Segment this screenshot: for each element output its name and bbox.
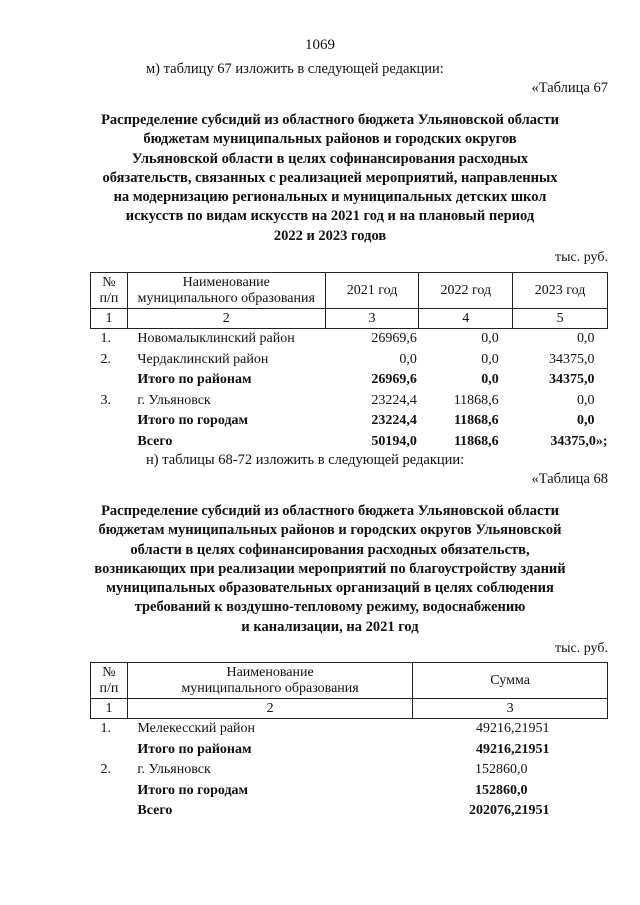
- title-line: 2022 и 2023 годов: [273, 227, 387, 244]
- table-row: 3. г. Ульяновск 23224,4 11868,6 0,0: [100, 392, 595, 408]
- amendment-m-text: м) таблицу 67 изложить в следующей редакции:: [146, 61, 444, 77]
- amendment-n-text: н) таблицы 68-72 изложить в следующей редакции:: [146, 452, 465, 468]
- table-68-title: [80, 502, 580, 637]
- header-2021: 2021 год: [325, 273, 419, 309]
- table-67-title: [80, 111, 580, 246]
- table-67: [90, 272, 608, 452]
- title-line: бюджетам муниципальных районов и городских округов: [143, 131, 517, 148]
- title-line: обязательств, связанных с реализацией мероприятий, направленных: [102, 169, 558, 186]
- index-row: 1 2 3: [91, 699, 608, 719]
- page-number: 1069: [305, 37, 335, 53]
- title-line: бюджетам муниципальных районов и городских округов Ульяновской: [98, 522, 562, 539]
- table-row: 2. г. Ульяновск 152860,0: [100, 762, 528, 778]
- subtotal-row: Итого по городам 152860,0: [137, 782, 528, 798]
- header-sum: Сумма: [413, 663, 608, 699]
- header-2023: 2023 год: [513, 273, 608, 309]
- header-municipality: Наименование муниципального образования: [127, 273, 325, 309]
- table-68: [90, 662, 608, 822]
- header-number: № п/п: [91, 273, 128, 309]
- header-municipality: Наименование муниципального образования: [127, 663, 412, 699]
- header-number: № п/п: [91, 663, 128, 699]
- table-row: 1. Мелекесский район 49216,21951: [100, 721, 550, 737]
- title-line: на модернизацию региональных и муниципальных детских школ: [113, 189, 547, 206]
- index-row: 1 2 3 4 5: [91, 309, 608, 329]
- title-line: требований к воздушно-тепловому режиму, водоснабжению: [134, 599, 526, 616]
- title-line: и канализации, на 2021 год: [241, 618, 419, 635]
- subtotal-row: Итого по районам 26969,6 0,0 34375,0: [137, 372, 595, 388]
- title-line: области в целях софинансирования расходных обязательств,: [130, 541, 530, 558]
- table-68-unit: тыс. руб.: [555, 641, 608, 656]
- subtotal-row: Итого по городам 23224,4 11868,6 0,0: [137, 413, 595, 429]
- table-row: 2. Чердаклинский район 0,0 0,0 34375,0: [100, 351, 595, 367]
- table-67-unit: тыс. руб.: [555, 250, 608, 265]
- header-2022: 2022 год: [419, 273, 513, 309]
- table-67-label: «Таблица 67: [531, 80, 608, 96]
- total-row: Всего 202076,21951: [137, 803, 550, 819]
- title-line: Распределение субсидий из областного бюджета Ульяновской области: [101, 503, 559, 519]
- title-line: искусств по видам искусств на 2021 год и на плановый период: [125, 208, 535, 225]
- title-line: муниципальных образовательных организаций в целях соблюдения: [106, 580, 554, 597]
- title-line: возникающих при реализации мероприятий по благоустройству зданий: [94, 560, 566, 577]
- title-line: Ульяновской области в целях софинансирования расходных: [131, 150, 529, 167]
- subtotal-row: Итого по районам 49216,21951: [137, 741, 550, 757]
- table-row: 1. Новомалыклинский район 26969,6 0,0 0,0: [100, 331, 595, 347]
- title-line: Распределение субсидий из областного бюджета Ульяновской области: [101, 112, 559, 128]
- table-68-label: «Таблица 68: [531, 471, 608, 487]
- total-row: Всего 50194,0 11868,6 34375,0»;: [137, 433, 608, 449]
